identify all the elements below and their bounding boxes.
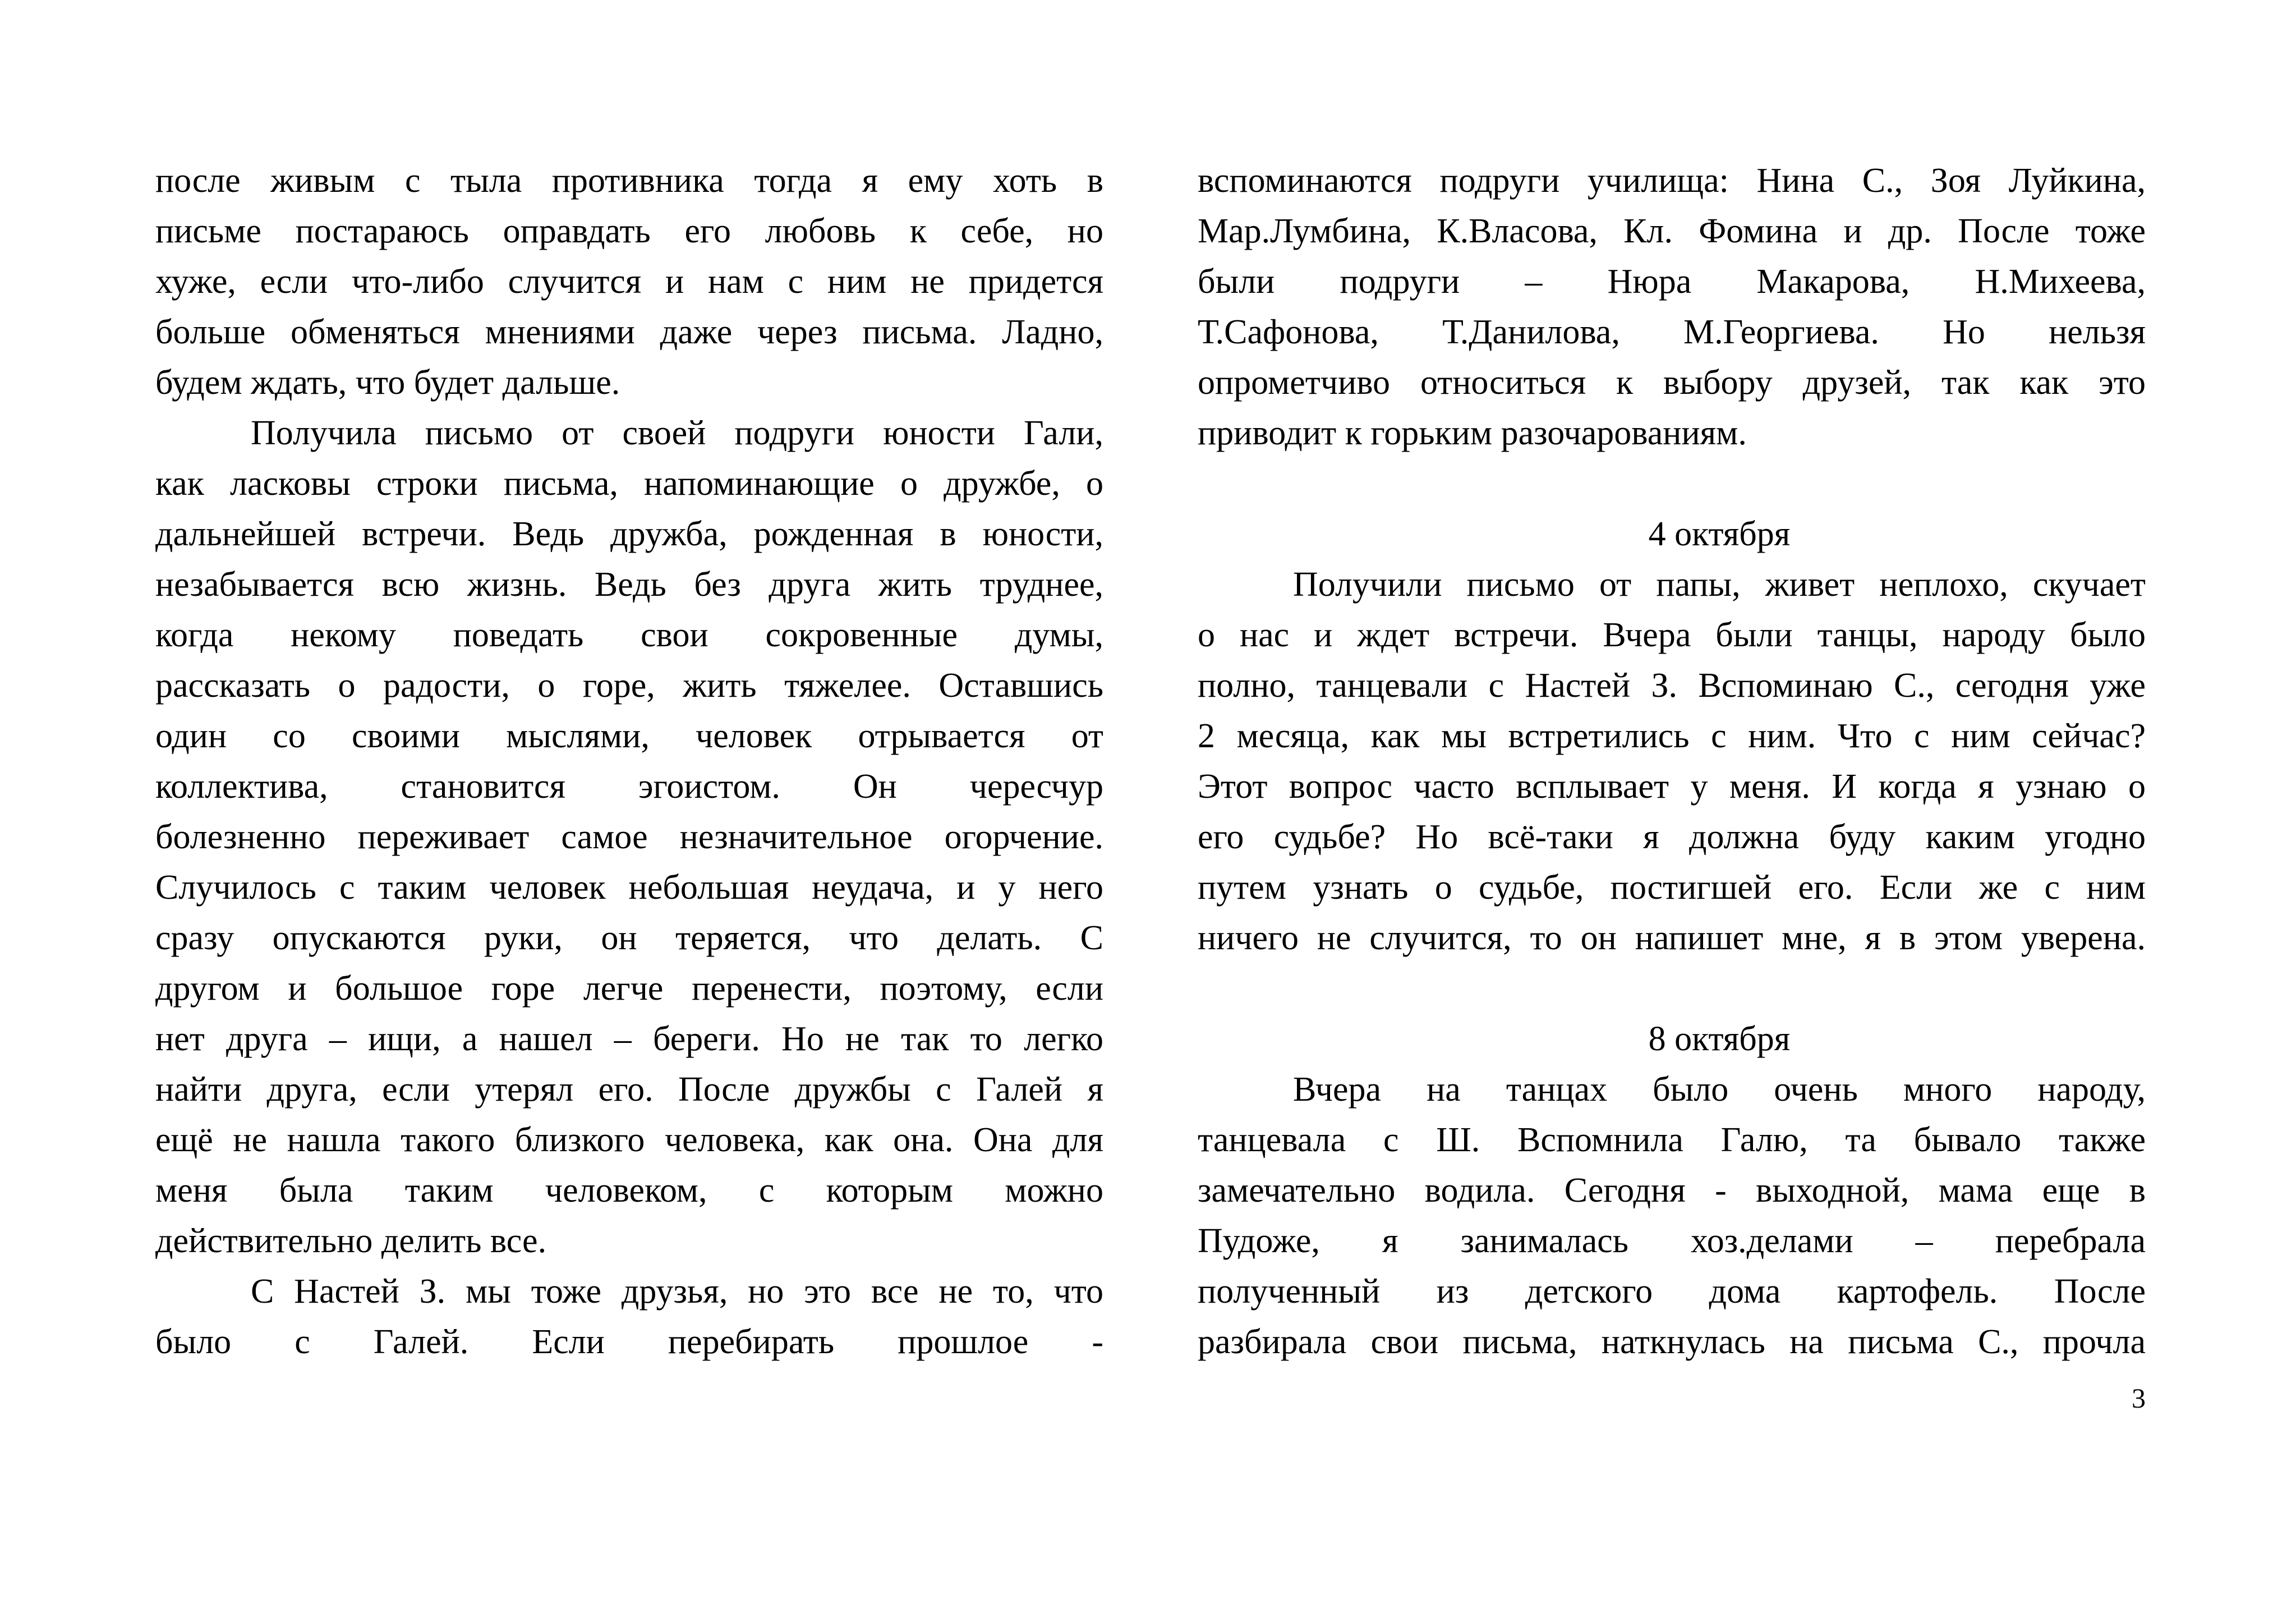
- text-line: когда некому поведать свои сокровенные думы,: [155, 616, 1103, 654]
- text-line: были подруги – Нюра Макарова, Н.Михеева,: [1198, 263, 2146, 301]
- text-line: один со своими мыслями, человек отрывается от: [155, 717, 1103, 755]
- text-line: замечательно водила. Сегодня - выходной, мама еще в: [1198, 1171, 2146, 1210]
- right-column: [1198, 155, 2146, 1367]
- date-heading: 4 октября: [1648, 515, 1791, 553]
- text-line: 2 месяца, как мы встретились с ним. Что с ним сейчас?: [1198, 717, 2146, 755]
- text-line: вспоминаются подруги училища: Нина С., Зоя Луйкина,: [1198, 162, 2146, 200]
- text-line: Этот вопрос часто всплывает у меня. И когда я узнаю о: [1198, 767, 2146, 806]
- text-line: опрометчиво относиться к выбору друзей, так как это: [1198, 364, 2146, 402]
- text-line: полученный из детского дома картофель. После: [1198, 1272, 2146, 1311]
- text-line: приводит к горьким разочарованиям.: [1198, 414, 1747, 452]
- text-line: Т.Сафонова, Т.Данилова, М.Георгиева. Но нельзя: [1198, 313, 2146, 351]
- text-line: незабывается всю жизнь. Ведь без друга жить труднее,: [155, 565, 1103, 604]
- text-line: болезненно переживает самое незначительное огорчение.: [155, 818, 1103, 856]
- text-line: рассказать о радости, о горе, жить тяжелее. Оставшись: [155, 666, 1103, 705]
- text-line: больше обменяться мнениями даже через письма. Ладно,: [155, 313, 1103, 351]
- left-column: [155, 155, 1103, 1367]
- text-line: меня была таким человеком, с которым можно: [155, 1171, 1103, 1210]
- text-line: ничего не случится, то он напишет мне, я в этом уверена.: [1198, 919, 2146, 957]
- text-line: дальнейшей встречи. Ведь дружба, рожденная в юности,: [155, 515, 1103, 553]
- text-line: найти друга, если утерял его. После дружбы с Галей я: [155, 1070, 1103, 1109]
- text-line: Мар.Лумбина, К.Власова, Кл. Фомина и др. После тоже: [1198, 212, 2146, 250]
- text-line: С Настей З. мы тоже друзья, но это все не то, что: [251, 1272, 1103, 1311]
- page-number: 3: [2132, 1382, 2146, 1414]
- text-line: как ласковы строки письма, напоминающие о дружбе, о: [155, 465, 1103, 503]
- text-line: Получила письмо от своей подруги юности Гали,: [251, 414, 1103, 452]
- blank-line: [1198, 458, 2146, 509]
- text-line: будем ждать, что будет дальше.: [155, 364, 620, 402]
- text-line: нет друга – ищи, а нашел – береги. Но не так то легко: [155, 1020, 1103, 1058]
- text-line: было с Галей. Если перебирать прошлое -: [155, 1323, 1103, 1361]
- text-line: разбирала свои письма, наткнулась на письма С., прочла: [1198, 1323, 2146, 1361]
- text-line: письме постараюсь оправдать его любовь к себе, но: [155, 212, 1103, 250]
- text-line: танцевала с Ш. Вспомнила Галю, та бывало также: [1198, 1121, 2146, 1159]
- text-line: о нас и ждет встречи. Вчера были танцы, народу было: [1198, 616, 2146, 654]
- text-line: другом и большое горе легче перенести, поэтому, если: [155, 969, 1103, 1008]
- blank-line: [1198, 963, 2146, 1014]
- text-line: после живым с тыла противника тогда я ему хоть в: [155, 162, 1103, 200]
- text-line: сразу опускаются руки, он теряется, что делать. С: [155, 919, 1103, 957]
- text-line: ещё не нашла такого близкого человека, как она. Она для: [155, 1121, 1103, 1159]
- text-line: коллектива, становится эгоистом. Он чересчур: [155, 767, 1103, 806]
- text-line: Вчера на танцах было очень много народу,: [1293, 1070, 2146, 1109]
- text-line: путем узнать о судьбе, постигшей его. Если же с ним: [1198, 868, 2146, 907]
- date-heading: 8 октября: [1648, 1020, 1791, 1058]
- text-line: действительно делить все.: [155, 1222, 547, 1260]
- text-line: его судьбе? Но всё-таки я должна буду каким угодно: [1198, 818, 2146, 856]
- text-line: хуже, если что-либо случится и нам с ним не придется: [155, 263, 1103, 301]
- text-line: Пудоже, я занималась хоз.делами – перебрала: [1198, 1222, 2146, 1260]
- text-line: Получили письмо от папы, живет неплохо, скучает: [1293, 565, 2146, 604]
- text-line: Случилось с таким человек небольшая неудача, и у него: [155, 868, 1103, 907]
- text-line: полно, танцевали с Настей З. Вспоминаю С., сегодня уже: [1198, 666, 2146, 705]
